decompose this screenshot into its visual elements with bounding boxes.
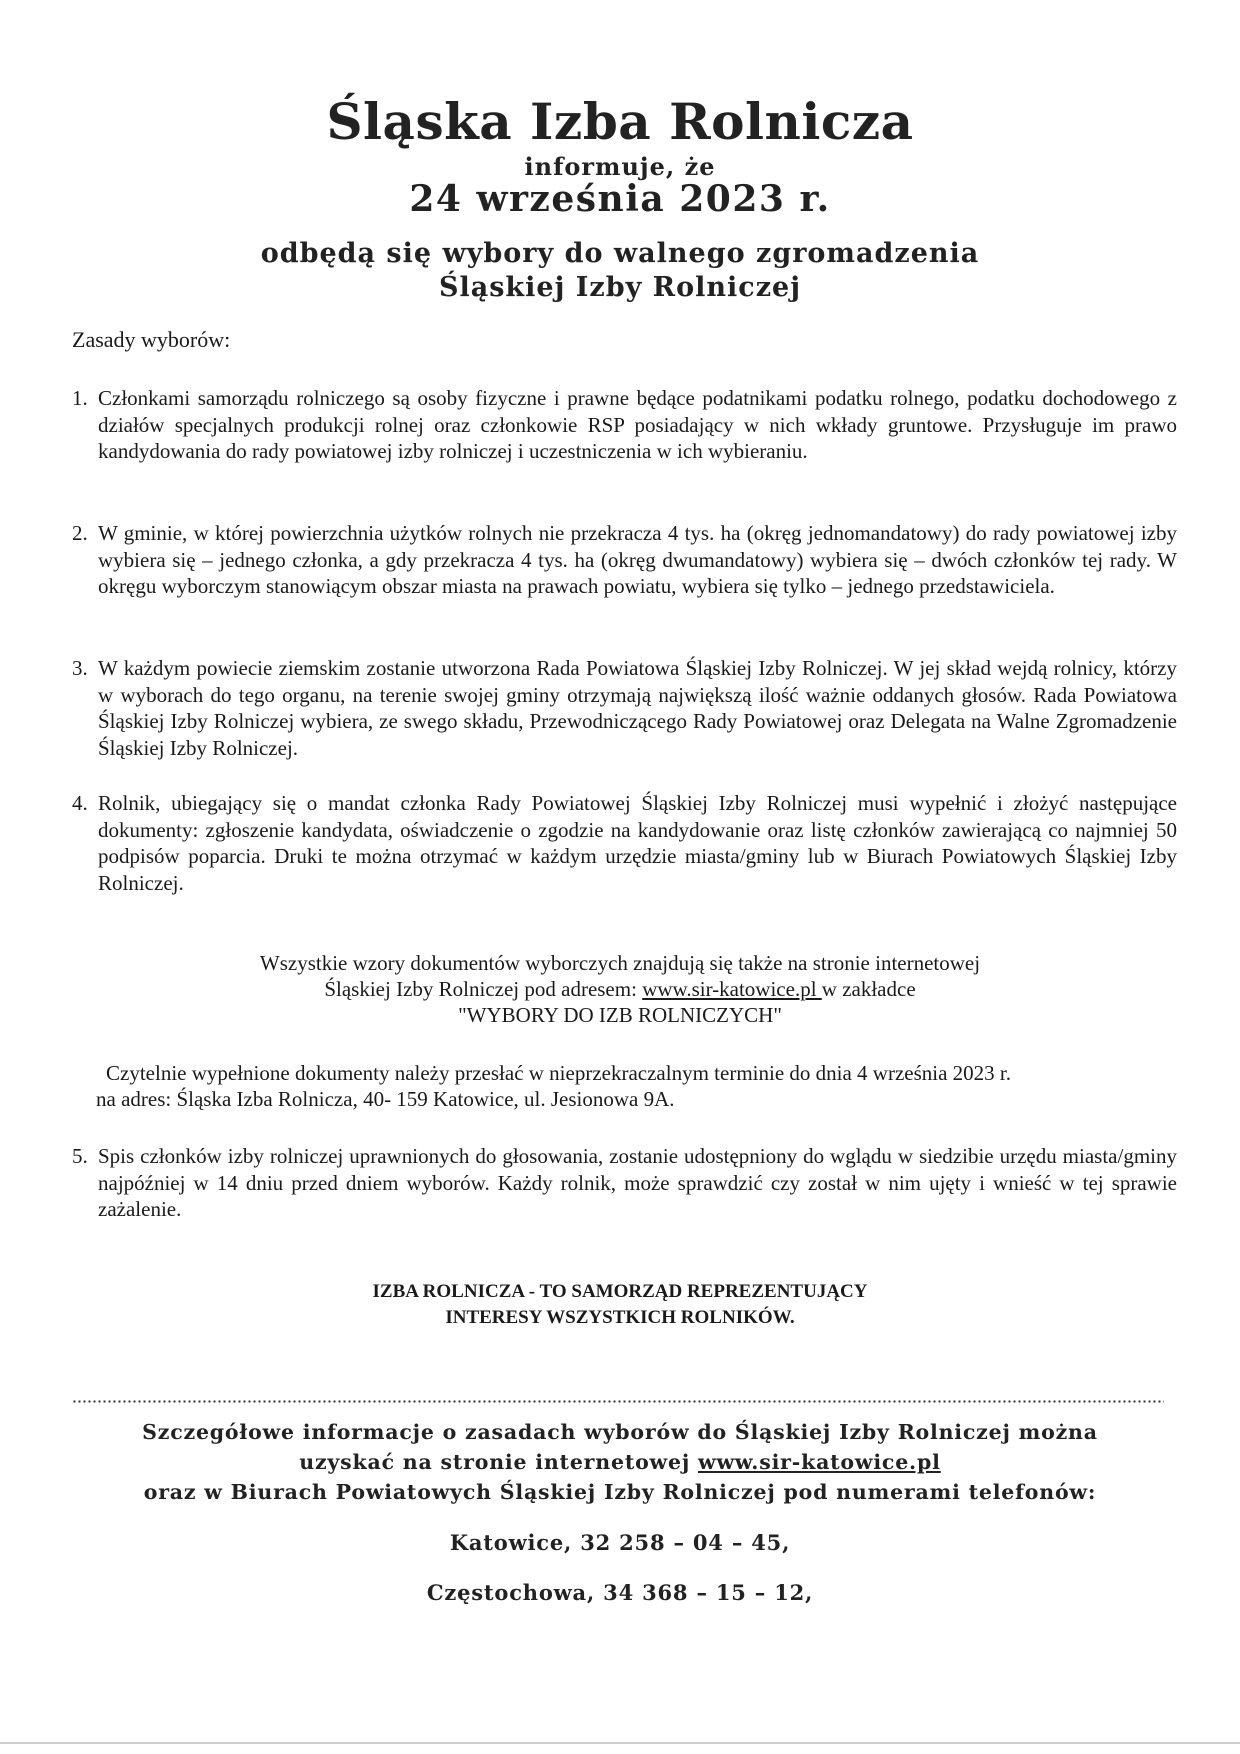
title-line-5: Śląskiej Izby Rolniczej bbox=[438, 272, 801, 303]
footer-line-1: Szczegółowe informacje o zasadach wyborów do Śląskiej Izby Rolniczej można bbox=[142, 1420, 1098, 1444]
rule-item bbox=[72, 790, 1177, 896]
rule-item bbox=[72, 385, 1177, 465]
scan-edge-line bbox=[0, 1742, 1240, 1744]
rule-number: 5. bbox=[72, 1144, 88, 1168]
slogan-line-1: IZBA ROLNICZA - TO SAMORZĄD REPREZENTUJĄCY bbox=[372, 1281, 868, 1302]
website-note-text: w zakładce bbox=[821, 977, 916, 1001]
rule-item bbox=[72, 655, 1177, 761]
website-note-line-2 bbox=[0, 976, 1240, 1003]
rule-text: W gminie, w której powierzchnia użytków rolnych nie przekracza 4 tys. ha (okręg jednomandatowy) do rady powiatowej izby wybiera się – jednego członka, a gdy przekracza 4 tys. ha (okręg dwumandatowy) wybiera się – dwóch członków tej rady. W okręgu wyborczym stanowiącym obszar miasta na prawach powiatu, wybiera się tylko – jednego przedstawiciela. bbox=[98, 521, 1177, 598]
footer-line-2 bbox=[0, 1450, 1240, 1474]
rule-text: Rolnik, ubiegający się o mandat członka Rady Powiatowej Śląskiej Izby Rolniczej musi wypełnić i złożyć następujące dokumenty: zgłoszenie kandydata, oświadczenie o zgodzie na kandydowanie oraz listę członków zawierającą co najmniej 50 podpisów poparcia. Druki te można otrzymać w każdym urzędzie miasta/gminy lub w Biurach Powiatowych Śląskiej Izby Rolniczej. bbox=[98, 791, 1177, 895]
rule-number: 4. bbox=[72, 791, 88, 815]
rules-heading: Zasady wyborów: bbox=[72, 327, 231, 352]
rule-item bbox=[72, 1143, 1177, 1223]
phone-katowice: Katowice, 32 258 – 04 – 45, bbox=[449, 1530, 791, 1555]
title-line-4: odbędą się wybory do walnego zgromadzenia bbox=[260, 238, 980, 269]
rule-text: Spis członków izby rolniczej uprawnionych do głosowania, zostanie udostępniony do wglądu w siedzibie urzędu miasta/gminy najpóźniej w 14 dniu przed dniem wyborów. Każdy rolnik, może sprawdzić czy został w nim ujęty i wnieść w tej sprawie zażalenie. bbox=[98, 1144, 1177, 1221]
website-note-text: Śląskiej Izby Rolniczej pod adresem: bbox=[324, 977, 643, 1001]
website-note-line-1: Wszystkie wzory dokumentów wyborczych znajdują się także na stronie internetowej bbox=[259, 951, 981, 975]
rule-item bbox=[72, 520, 1177, 600]
document-title: Śląska Izba Rolnicza bbox=[326, 92, 914, 151]
dotted-divider bbox=[72, 1400, 1164, 1403]
rule-number: 2. bbox=[72, 521, 88, 545]
slogan-line-2: INTERESY WSZYSTKICH ROLNIKÓW. bbox=[445, 1307, 795, 1328]
rule-number: 3. bbox=[72, 656, 88, 680]
footer-website-link[interactable]: www.sir-katowice.pl bbox=[698, 1450, 941, 1474]
website-tab-name: "WYBORY DO IZB ROLNICZYCH" bbox=[458, 1003, 782, 1027]
rule-text: W każdym powiecie ziemskim zostanie utworzona Rada Powiatowa Śląskiej Izby Rolniczej. W jej skład wejdą rolnicy, którzy w wyborach do tego organu, na terenie swojej gminy otrzymają największą ilość ważnie oddanych głosów. Rada Powiatowa Śląskiej Izby Rolniczej wybiera, ze swego składu, Przewodniczącego Rady Powiatowej oraz Delegata na Walne Zgromadzenie Śląskiej Izby Rolniczej. bbox=[98, 656, 1177, 760]
phone-czestochowa: Częstochowa, 34 368 – 15 – 12, bbox=[426, 1580, 814, 1605]
footer-line-3: oraz w Biurach Powiatowych Śląskiej Izby Rolniczej pod numerami telefonów: bbox=[143, 1480, 1097, 1504]
rule-text: Członkami samorządu rolniczego są osoby fizyczne i prawne będące podatnikami podatku rolnego, podatku dochodowego z działów specjalnych produkcji rolnej oraz członkowie RSP posiadający w nich wkłady gruntowe. Przysługuje im prawo kandydowania do rady powiatowej izby rolniczej i uczestniczenia w ich wybieraniu. bbox=[98, 386, 1177, 463]
website-link[interactable]: www.sir-katowice.pl bbox=[642, 977, 822, 1001]
title-subline: informuje, że bbox=[524, 152, 716, 181]
submission-address: na adres: Śląska Izba Rolnicza, 40- 159 Katowice, ul. Jesionowa 9A. bbox=[96, 1087, 675, 1111]
submission-deadline: Czytelnie wypełnione dokumenty należy przesłać w nieprzekraczalnym terminie do dnia 4 września 2023 r. bbox=[106, 1061, 1012, 1085]
election-date: 24 września 2023 r. bbox=[409, 178, 831, 220]
footer-text: uzyskać na stronie internetowej bbox=[299, 1450, 699, 1474]
rule-number: 1. bbox=[72, 386, 88, 410]
